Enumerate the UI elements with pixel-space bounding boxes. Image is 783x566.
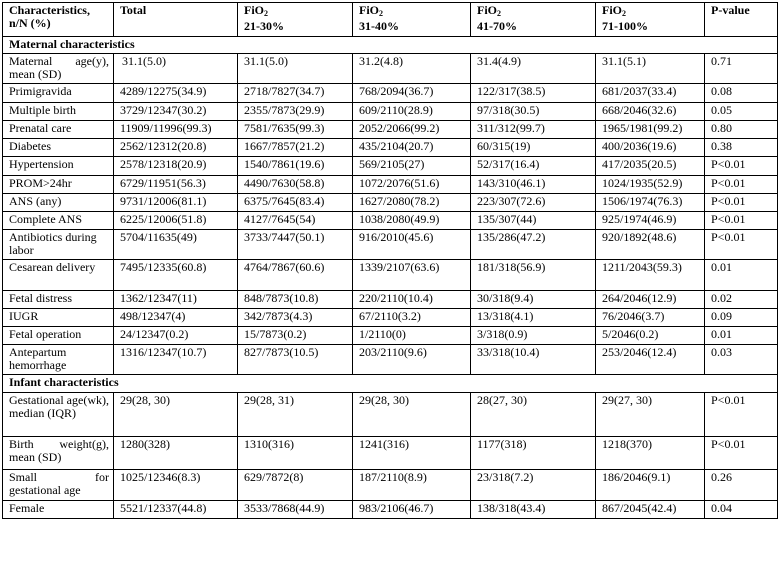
cell-fio2-1: 629/7872(8)	[238, 470, 353, 501]
cell-fio2-3: 181/318(56.9)	[471, 260, 596, 291]
cell-fio2-3: 1177(318)	[471, 437, 596, 470]
cell-total: 2562/12312(20.8)	[114, 139, 238, 157]
cell-total: 3729/12347(30.2)	[114, 103, 238, 121]
cell-fio2-2: 916/2010(45.6)	[353, 230, 471, 260]
cell-total: 498/12347(4)	[114, 309, 238, 327]
table-row	[3, 121, 778, 139]
characteristics-table	[2, 2, 778, 519]
table-row	[3, 194, 778, 212]
row-label: Primigravida	[3, 84, 114, 103]
cell-fio2-2: 569/2105(27)	[353, 157, 471, 176]
cell-fio2-4: 920/1892(48.6)	[596, 230, 705, 260]
cell-fio2-4: 1024/1935(52.9)	[596, 176, 705, 194]
table-row	[3, 437, 778, 470]
row-label: Hypertension	[3, 157, 114, 176]
row-label: Fetal operation	[3, 327, 114, 345]
cell-fio2-4: 253/2046(12.4)	[596, 345, 705, 375]
cell-fio2-4: 76/2046(3.7)	[596, 309, 705, 327]
cell-fio2-2: 768/2094(36.7)	[353, 84, 471, 103]
cell-fio2-2: 1339/2107(63.6)	[353, 260, 471, 291]
cell-total: 5521/12337(44.8)	[114, 501, 238, 519]
cell-pvalue: 0.02	[705, 291, 778, 309]
header-fio2-4: FiO$_2$ 71-100%	[596, 3, 705, 37]
table-row	[3, 345, 778, 375]
cell-fio2-1: 1540/7861(19.6)	[238, 157, 353, 176]
cell-total: 29(28, 30)	[114, 393, 238, 437]
row-label: Antibiotics during labor	[3, 230, 114, 260]
section-title: Maternal characteristics	[3, 37, 778, 54]
cell-pvalue: P<0.01	[705, 437, 778, 470]
cell-fio2-2: 1627/2080(78.2)	[353, 194, 471, 212]
cell-fio2-4: 186/2046(9.1)	[596, 470, 705, 501]
cell-pvalue: 0.08	[705, 84, 778, 103]
table-row	[3, 84, 778, 103]
section-row-infant	[3, 375, 778, 393]
header-pvalue: P-value	[705, 3, 778, 37]
cell-total: 1025/12346(8.3)	[114, 470, 238, 501]
cell-fio2-3: 60/315(19)	[471, 139, 596, 157]
cell-fio2-4: 681/2037(33.4)	[596, 84, 705, 103]
cell-fio2-2: 1241(316)	[353, 437, 471, 470]
cell-fio2-1: 4764/7867(60.6)	[238, 260, 353, 291]
cell-pvalue: 0.05	[705, 103, 778, 121]
cell-fio2-3: 52/317(16.4)	[471, 157, 596, 176]
cell-total: 2578/12318(20.9)	[114, 157, 238, 176]
cell-fio2-1: 3733/7447(50.1)	[238, 230, 353, 260]
cell-total: 4289/12275(34.9)	[114, 84, 238, 103]
cell-pvalue: 0.01	[705, 260, 778, 291]
table-row	[3, 470, 778, 501]
cell-fio2-4: 29(27, 30)	[596, 393, 705, 437]
table-row	[3, 176, 778, 194]
row-label: Gestational age(wk), median (IQR)	[3, 393, 114, 437]
cell-fio2-2: 1/2110(0)	[353, 327, 471, 345]
row-label: IUGR	[3, 309, 114, 327]
row-label: Diabetes	[3, 139, 114, 157]
cell-fio2-4: 400/2036(19.6)	[596, 139, 705, 157]
cell-total: 1280(328)	[114, 437, 238, 470]
cell-fio2-4: 5/2046(0.2)	[596, 327, 705, 345]
section-title: Infant characteristics	[3, 375, 778, 393]
cell-total: 1316/12347(10.7)	[114, 345, 238, 375]
row-label: PROM>24hr	[3, 176, 114, 194]
cell-fio2-2: 1072/2076(51.6)	[353, 176, 471, 194]
section-row-maternal	[3, 37, 778, 54]
cell-fio2-2: 435/2104(20.7)	[353, 139, 471, 157]
row-label: Prenatal care	[3, 121, 114, 139]
cell-fio2-4: 1211/2043(59.3)	[596, 260, 705, 291]
table-row	[3, 230, 778, 260]
cell-fio2-4: 1218(370)	[596, 437, 705, 470]
cell-fio2-2: 1038/2080(49.9)	[353, 212, 471, 230]
cell-fio2-1: 2718/7827(34.7)	[238, 84, 353, 103]
row-label: Female	[3, 501, 114, 519]
cell-fio2-3: 135/307(44)	[471, 212, 596, 230]
cell-fio2-3: 122/317(38.5)	[471, 84, 596, 103]
cell-pvalue: P<0.01	[705, 393, 778, 437]
cell-fio2-4: 925/1974(46.9)	[596, 212, 705, 230]
cell-fio2-2: 67/2110(3.2)	[353, 309, 471, 327]
cell-pvalue: P<0.01	[705, 157, 778, 176]
cell-pvalue: 0.38	[705, 139, 778, 157]
cell-total: 7495/12335(60.8)	[114, 260, 238, 291]
cell-pvalue: P<0.01	[705, 212, 778, 230]
cell-fio2-4: 1965/1981(99.2)	[596, 121, 705, 139]
cell-total: 6225/12006(51.8)	[114, 212, 238, 230]
cell-fio2-3: 31.4(4.9)	[471, 54, 596, 84]
cell-fio2-4: 668/2046(32.6)	[596, 103, 705, 121]
cell-fio2-3: 23/318(7.2)	[471, 470, 596, 501]
row-label: Multiple birth	[3, 103, 114, 121]
cell-pvalue: 0.26	[705, 470, 778, 501]
row-label: Birth weight(g), mean (SD)	[3, 437, 114, 470]
cell-fio2-2: 31.2(4.8)	[353, 54, 471, 84]
header-total: Total	[114, 3, 238, 37]
cell-fio2-3: 33/318(10.4)	[471, 345, 596, 375]
cell-fio2-2: 609/2110(28.9)	[353, 103, 471, 121]
cell-fio2-3: 223/307(72.6)	[471, 194, 596, 212]
table-row	[3, 260, 778, 291]
cell-fio2-2: 187/2110(8.9)	[353, 470, 471, 501]
cell-pvalue: 0.80	[705, 121, 778, 139]
cell-fio2-1: 29(28, 31)	[238, 393, 353, 437]
cell-total: 24/12347(0.2)	[114, 327, 238, 345]
cell-pvalue: 0.04	[705, 501, 778, 519]
row-label: Maternal age(y), mean (SD)	[3, 54, 114, 84]
cell-fio2-3: 138/318(43.4)	[471, 501, 596, 519]
cell-fio2-1: 4127/7645(54)	[238, 212, 353, 230]
cell-fio2-2: 29(28, 30)	[353, 393, 471, 437]
cell-fio2-2: 220/2110(10.4)	[353, 291, 471, 309]
cell-pvalue: 0.09	[705, 309, 778, 327]
cell-fio2-1: 342/7873(4.3)	[238, 309, 353, 327]
header-characteristics: Characteristics, n/N (%)	[3, 3, 114, 37]
cell-total: 11909/11996(99.3)	[114, 121, 238, 139]
row-label: Fetal distress	[3, 291, 114, 309]
cell-fio2-4: 867/2045(42.4)	[596, 501, 705, 519]
cell-fio2-3: 97/318(30.5)	[471, 103, 596, 121]
cell-fio2-1: 4490/7630(58.8)	[238, 176, 353, 194]
cell-fio2-1: 2355/7873(29.9)	[238, 103, 353, 121]
header-fio2-3: FiO$_2$ 41-70%	[471, 3, 596, 37]
cell-fio2-3: 13/318(4.1)	[471, 309, 596, 327]
row-label: Antepartum hemorrhage	[3, 345, 114, 375]
table-row	[3, 157, 778, 176]
cell-pvalue: 0.71	[705, 54, 778, 84]
cell-fio2-1: 848/7873(10.8)	[238, 291, 353, 309]
row-label: Cesarean delivery	[3, 260, 114, 291]
cell-pvalue: 0.03	[705, 345, 778, 375]
cell-fio2-3: 30/318(9.4)	[471, 291, 596, 309]
cell-fio2-3: 135/286(47.2)	[471, 230, 596, 260]
cell-total: 9731/12006(81.1)	[114, 194, 238, 212]
cell-pvalue: P<0.01	[705, 230, 778, 260]
cell-fio2-3: 28(27, 30)	[471, 393, 596, 437]
table-row	[3, 139, 778, 157]
table-row	[3, 501, 778, 519]
cell-pvalue: P<0.01	[705, 194, 778, 212]
cell-fio2-4: 264/2046(12.9)	[596, 291, 705, 309]
cell-pvalue: 0.01	[705, 327, 778, 345]
cell-fio2-2: 203/2110(9.6)	[353, 345, 471, 375]
row-label-line: Small for	[9, 470, 109, 484]
cell-fio2-2: 983/2106(46.7)	[353, 501, 471, 519]
table-row	[3, 54, 778, 84]
cell-fio2-3: 143/310(46.1)	[471, 176, 596, 194]
table-row	[3, 291, 778, 309]
row-label: Small for gestational age	[3, 470, 114, 501]
table-row	[3, 103, 778, 121]
cell-fio2-2: 2052/2066(99.2)	[353, 121, 471, 139]
header-fio2-1: FiO$_2$ 21-30%	[238, 3, 353, 37]
cell-pvalue: P<0.01	[705, 176, 778, 194]
cell-total: 31.1(5.0)	[114, 54, 238, 84]
table-row	[3, 309, 778, 327]
cell-fio2-3: 3/318(0.9)	[471, 327, 596, 345]
cell-fio2-1: 3533/7868(44.9)	[238, 501, 353, 519]
header-fio2-2: FiO$_2$ 31-40%	[353, 3, 471, 37]
cell-fio2-1: 827/7873(10.5)	[238, 345, 353, 375]
table-row	[3, 212, 778, 230]
cell-fio2-1: 31.1(5.0)	[238, 54, 353, 84]
table-row	[3, 393, 778, 437]
cell-fio2-3: 311/312(99.7)	[471, 121, 596, 139]
cell-fio2-1: 15/7873(0.2)	[238, 327, 353, 345]
cell-total: 6729/11951(56.3)	[114, 176, 238, 194]
cell-fio2-1: 1310(316)	[238, 437, 353, 470]
cell-fio2-1: 1667/7857(21.2)	[238, 139, 353, 157]
cell-fio2-4: 1506/1974(76.3)	[596, 194, 705, 212]
row-label: ANS (any)	[3, 194, 114, 212]
cell-fio2-4: 417/2035(20.5)	[596, 157, 705, 176]
table-row	[3, 327, 778, 345]
cell-fio2-4: 31.1(5.1)	[596, 54, 705, 84]
cell-total: 1362/12347(11)	[114, 291, 238, 309]
cell-fio2-1: 6375/7645(83.4)	[238, 194, 353, 212]
header-row	[3, 3, 778, 37]
row-label: Complete ANS	[3, 212, 114, 230]
cell-fio2-1: 7581/7635(99.3)	[238, 121, 353, 139]
cell-total: 5704/11635(49)	[114, 230, 238, 260]
